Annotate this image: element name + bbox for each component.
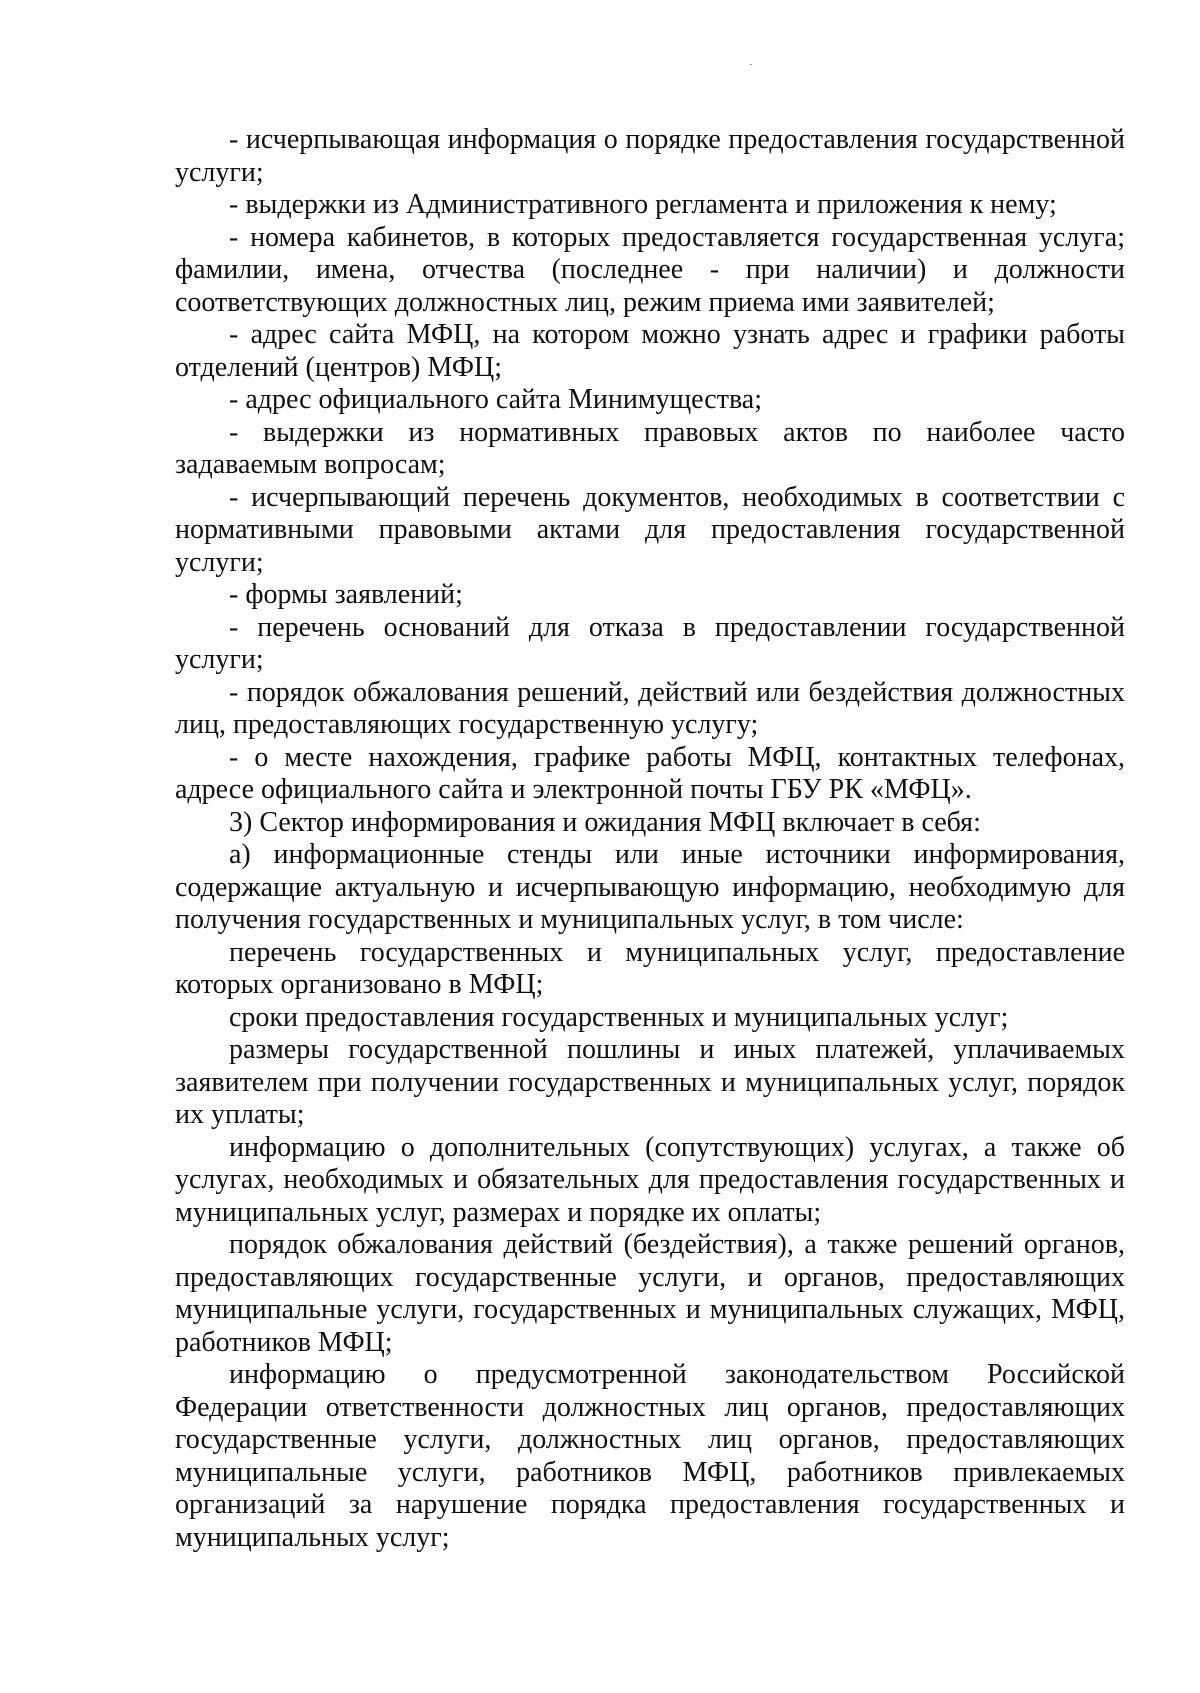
paragraph-11: - о месте нахождения, графике работы МФЦ, контактных телефонах, адресе официального сайта и электронной почты ГБУ РК «МФЦ».	[175, 741, 1125, 805]
paragraph-16: размеры государственной пошлины и иных платежей, уплачиваемых заявителем при получении государственных и муниципальных услуг, порядок их уплаты;	[175, 1034, 1125, 1130]
paragraph-3: - номера кабинетов, в которых предоставляется государственная услуга; фамилии, имена, отчества (последнее - при наличии) и должности соответствующих должностных лиц, режим приема ими заявителей;	[175, 221, 1125, 318]
document-body	[175, 124, 1125, 1554]
paragraph-15: сроки предоставления государственных и муниципальных услуг;	[229, 1001, 1009, 1033]
paragraph-1: - исчерпывающая информация о порядке предоставления государственной услуги;	[175, 124, 1125, 188]
paragraph-12: 3) Сектор информирования и ожидания МФЦ включает в себя:	[229, 806, 981, 838]
paragraph-17: информацию о дополнительных (сопутствующих) услугах, а также об услугах, необходимых и обязательных для предоставления государственных и муниципальных услуг, размерах и порядке их оплаты;	[175, 1131, 1125, 1228]
paragraph-18: порядок обжалования действий (бездействия), а также решений органов, предоставляющих государственные услуги, и органов, предоставляющих муниципальные услуги, государственных и муниципальных служащих, МФЦ, работников МФЦ;	[175, 1229, 1125, 1358]
paragraph-7: - исчерпывающий перечень документов, необходимых в соответствии с нормативными правовыми актами для предоставления государственной услуги;	[175, 481, 1125, 578]
paragraph-14: перечень государственных и муниципальных услуг, предоставление которых организовано в МФЦ;	[175, 936, 1125, 1000]
paragraph-9: - перечень оснований для отказа в предоставлении государственной услуги;	[175, 611, 1125, 675]
paragraph-5: - адрес официального сайта Минимущества;	[229, 384, 762, 415]
paragraph-2: - выдержки из Административного регламента и приложения к нему;	[229, 189, 1057, 220]
paragraph-4: - адрес сайта МФЦ, на котором можно узнать адрес и графики работы отделений (центров) МФЦ;	[175, 319, 1125, 383]
paragraph-10: - порядок обжалования решений, действий или бездействия должностных лиц, предоставляющих государственную услугу;	[175, 676, 1125, 740]
paragraph-6: - выдержки из нормативных правовых актов по наиболее часто задаваемым вопросам;	[175, 416, 1125, 480]
paragraph-19: информацию о предусмотренной законодательством Российской Федерации ответственности должностных лиц органов, предоставляющих государственные услуги, должностных лиц органов, предоставляющих муниципальные услуги, работников МФЦ, работников привлекаемых организаций за нарушение порядка предоставления государственных и муниципальных услуг;	[175, 1359, 1125, 1553]
scan-mark	[750, 64, 752, 65]
paragraph-13: а) информационные стенды или иные источники информирования, содержащие актуальную и исчерпывающую информацию, необходимую для получения государственных и муниципальных услуг, в том числе:	[175, 839, 1125, 935]
paragraph-8: - формы заявлений;	[229, 579, 463, 610]
